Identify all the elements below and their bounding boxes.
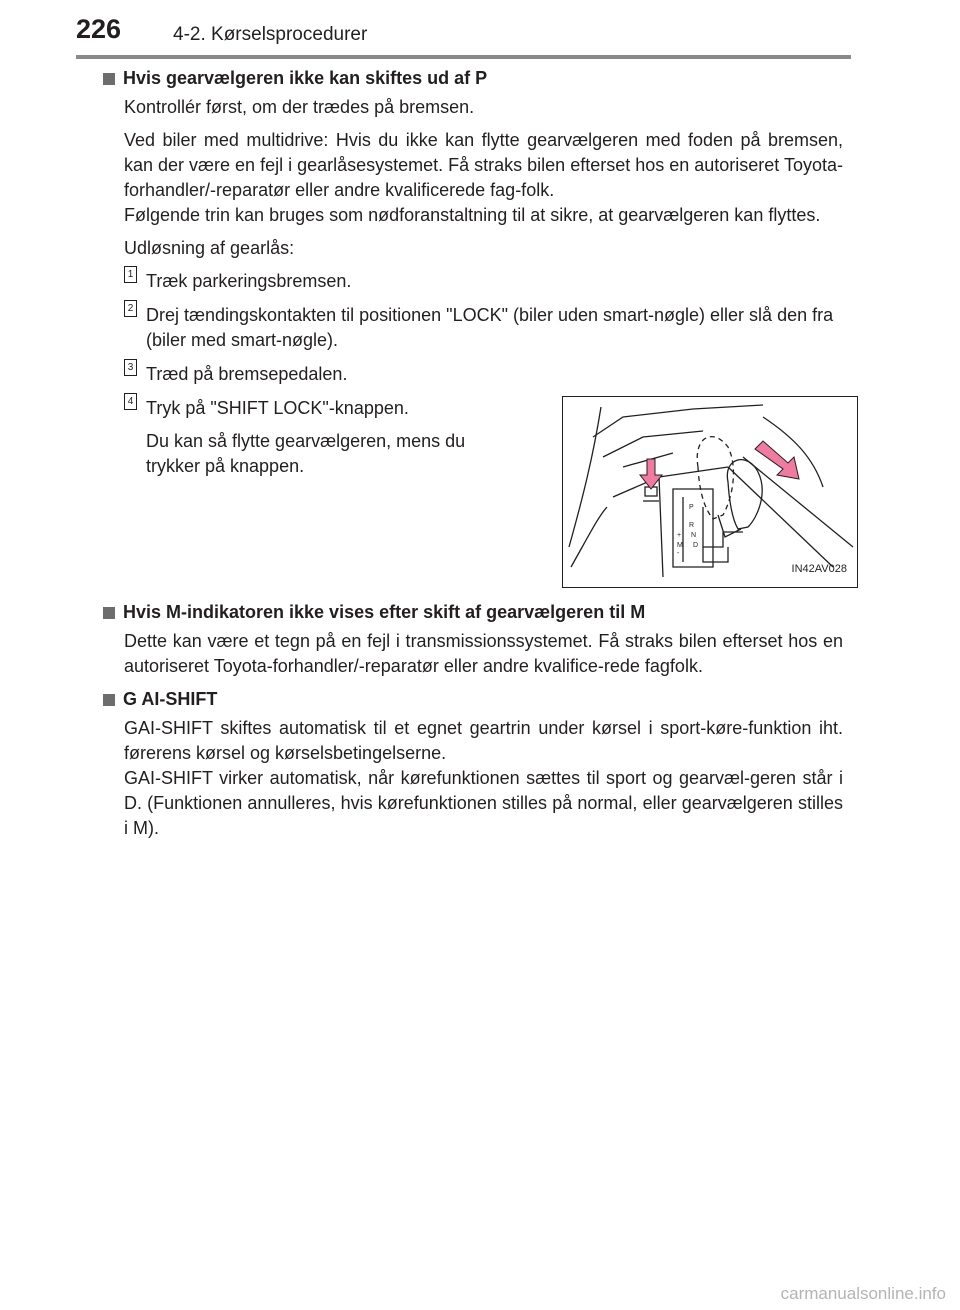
paragraph: Dette kan være et tegn på en fejl i transmissionssystemet. Få straks bilen efterset hos en autoriseret Toyota-forhandler/-reparatør eller andre kvalifice-rede fagfolk.	[124, 631, 843, 676]
section-m-indicator	[103, 600, 843, 679]
step-number-box: 2	[124, 300, 137, 317]
section-heading	[103, 66, 843, 91]
paragraph: Udløsning af gearlås:	[124, 238, 295, 258]
shift-lock-illustration	[562, 396, 858, 588]
gate-label: +	[677, 532, 682, 539]
square-bullet-icon	[103, 694, 115, 706]
paragraph: Ved biler med multidrive: Hvis du ikke kan flytte gearvælgeren med foden på bremsen, kan der være en fejl i gearlåsesystemet. Få straks bilen efterset hos en autoriseret Toyota-forhandler/-reparatør eller andre kvalificerede fag-folk.	[124, 130, 844, 200]
section-heading-text: Hvis gearvælgeren ikke kan skiftes ud af P	[123, 68, 488, 88]
section-heading-text: G AI-SHIFT	[123, 689, 218, 709]
watermark: carmanualsonline.info	[780, 1284, 946, 1303]
chapter-title: 4-2. Kørselsprocedurer	[173, 24, 368, 45]
section-heading	[103, 687, 843, 712]
section-heading-text: Hvis M-indikatoren ikke vises efter skift af gearvælgeren til M	[123, 602, 646, 622]
step-item	[124, 269, 843, 294]
figure-code: IN42AV028	[791, 563, 847, 575]
step-item	[124, 396, 524, 479]
page-number: 226	[76, 14, 122, 44]
paragraph: GAI-SHIFT skiftes automatisk til et egnet geartrin under kørsel i sport-køre-funktion iht. førerens kørsel og kørselsbetingelserne.	[124, 718, 843, 763]
header-rule	[76, 55, 851, 59]
gate-label: -	[677, 550, 680, 557]
section-shift-lock	[103, 66, 847, 594]
section-heading	[103, 600, 843, 625]
gate-label: N	[691, 532, 697, 539]
square-bullet-icon	[103, 73, 115, 85]
gate-label: D	[693, 542, 699, 549]
step-text: Tryk på "SHIFT LOCK"-knappen.	[146, 398, 409, 418]
gate-label: P	[689, 504, 694, 511]
step-text: Drej tændingskontakten til positionen "LOCK" (biler uden smart-nøgle) eller slå den fra (biler med smart-nøgle).	[146, 305, 834, 350]
paragraph: Følgende trin kan bruges som nødforanstaltning til at sikre, at gearvælgeren kan flyttes.	[124, 205, 821, 225]
section-gai-shift	[103, 687, 843, 841]
step-subtext: Du kan så flytte gearvælgeren, mens du trykker på knappen.	[146, 431, 466, 476]
step-item	[124, 362, 843, 387]
step-text-group	[146, 396, 524, 479]
step-item	[124, 303, 843, 353]
step-4-block	[124, 396, 847, 594]
paragraph: GAI-SHIFT virker automatisk, når kørefunktionen sættes til sport og gearvæl-geren står i D. (Funktionen annulleres, hvis kørefunktionen stilles på normal, eller gearvælgeren stilles i M).	[124, 768, 843, 838]
step-list	[124, 269, 847, 594]
step-text: Træk parkeringsbremsen.	[146, 271, 352, 291]
square-bullet-icon	[103, 607, 115, 619]
gate-label: M	[677, 542, 683, 549]
move-arrow-icon	[755, 441, 799, 479]
paragraph: Kontrollér først, om der trædes på bremsen.	[124, 97, 475, 117]
gate-label: R	[689, 522, 695, 529]
step-number-box: 3	[124, 359, 137, 376]
page-content	[103, 66, 847, 849]
step-number-box: 4	[124, 393, 137, 410]
step-number-box: 1	[124, 266, 137, 283]
step-text: Træd på bremsepedalen.	[146, 364, 348, 384]
